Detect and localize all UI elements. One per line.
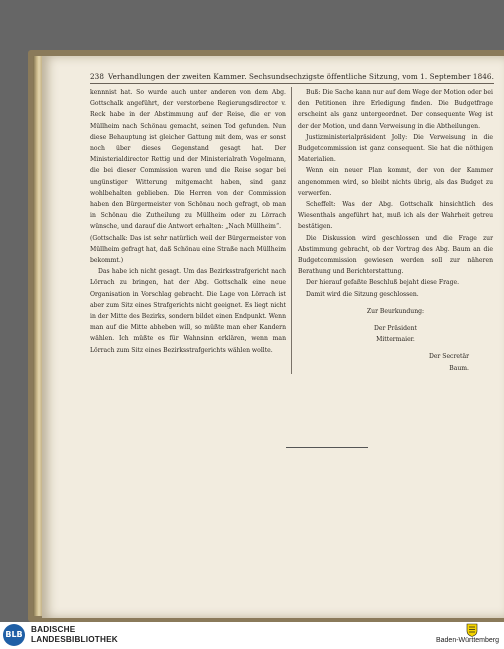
paragraph: Justizministerialpräsident Jolly: Die Verweisung in die Budgetcommission ist ganz consequent. Sie hat die nöthigen Materialien. (298, 133, 493, 164)
page-content (90, 72, 494, 374)
left-column (90, 87, 292, 374)
state-label[interactable]: Baden-Württemberg (435, 637, 499, 644)
paragraph: Wenn ein neuer Plan kommt, der von der Kammer angenommen wird, so bleibt nichts übrig, als das Budget zu verwerfen. (298, 167, 493, 197)
library-name[interactable] (31, 625, 118, 645)
paragraph: Buß: Die Sache kann nur auf dem Wege der Motion oder bei den Petitionen ihre Erledigung finden. Die Budgetfrage erscheint als ganz untergeordnet. Der consequente Weg ist der der Motion, und dann Verweisung in die Abtheilungen. (298, 89, 493, 130)
president-title: Der Präsident (374, 325, 417, 333)
blb-logo-icon[interactable]: BLB (3, 624, 25, 646)
running-head (90, 72, 494, 84)
secretary-title: Der Secretär (428, 353, 469, 361)
signature-heading: Zur Beurkundung: (366, 307, 425, 315)
paragraph: Die Diskussion wird geschlossen und die Frage zur Abstimmung gebracht, ob der Vortrag des Abg. Baum an die Budgetcommission gewiesen werden soll zur näheren Berathung und Berichterstattung. (298, 234, 493, 276)
paragraph: Scheffelt: Was der Abg. Gottschalk hinsichtlich des Wiesenthals angeführt hat, muß ich als der Wahrheit getreu bestätigen. (298, 201, 493, 231)
book-page (42, 56, 504, 618)
library-name-line2: LANDESBIBLIOTHEK (31, 635, 118, 644)
president-name: Mittermaier. (376, 336, 415, 344)
paragraph: kennnist hat. So wurde auch unter anderen von dem Abg. Gottschalk angeführt, der verstorbene Regierungsdirector v. Reck habe in der Abstimmung auf der Reise, die er von Müllheim nach Schönau gemacht, seinen Tod gefunden. Nun diese Behauptung ist gleicher Gattung mit dem, was er sonst noch über dieses Gegenstand gesagt hat. Der Ministerialdirector Rettig und der Ministerialrath Vogelmann, die bei dieser Commission waren und die Reise sogar bei ungünstiger Witterung mitgemacht haben, sind ganz wohlbehalten geblieben. Die Herren von der Commission haben den Bürgermeister von Schönau noch gefragt, ob man in Schönau die Zutheilung zu Müllheim oder zu Lörrach wünsche, und darauf die Antwort erhalten: „Nach Müllheim“. (90, 89, 286, 231)
footer-bar (0, 622, 504, 649)
paragraph: Der hierauf gefaßte Beschluß bejaht diese Frage. (306, 279, 460, 287)
running-title: Verhandlungen der zweiten Kammer. Sechsundsechzigste öffentliche Sitzung, vom 1. September 1846. (108, 72, 494, 81)
secretary-name: Baum. (449, 364, 469, 372)
library-name-line1: BADISCHE (31, 625, 76, 634)
page-number: 238 (90, 72, 105, 81)
paragraph: (Gottschalk: Das ist sehr natürlich weil der Bürgermeister von Müllheim gefragt hat, daß Schönau eine Straße nach Müllheim bekommt.) (90, 234, 286, 265)
crest-icon (466, 623, 478, 637)
paragraph: Das habe ich nicht gesagt. Um das Bezirksstrafgericht nach Lörrach zu bringen, hat der Abg. Gottschalk eine neue Organisation in Vorschlag gebracht. Die Lage von Lörrach ist aber zum Sitz eines Strafgerichts nicht geeignet. Es liegt nicht in der Mitte des Bezirks, sondern bildet einen Endpunkt. Wenn man auf die Mitte abheben will, so müßte man eher Kandern wählen. Ich müßte es für Wahnsinn erklären, wenn man Lörrach zum Sitz eines Bezirksstrafgerichts wählen wollte. (90, 268, 286, 354)
right-column (292, 87, 493, 374)
paragraph: Damit wird die Sitzung geschlossen. (306, 290, 419, 298)
end-rule (286, 447, 368, 448)
text-columns (90, 87, 494, 374)
